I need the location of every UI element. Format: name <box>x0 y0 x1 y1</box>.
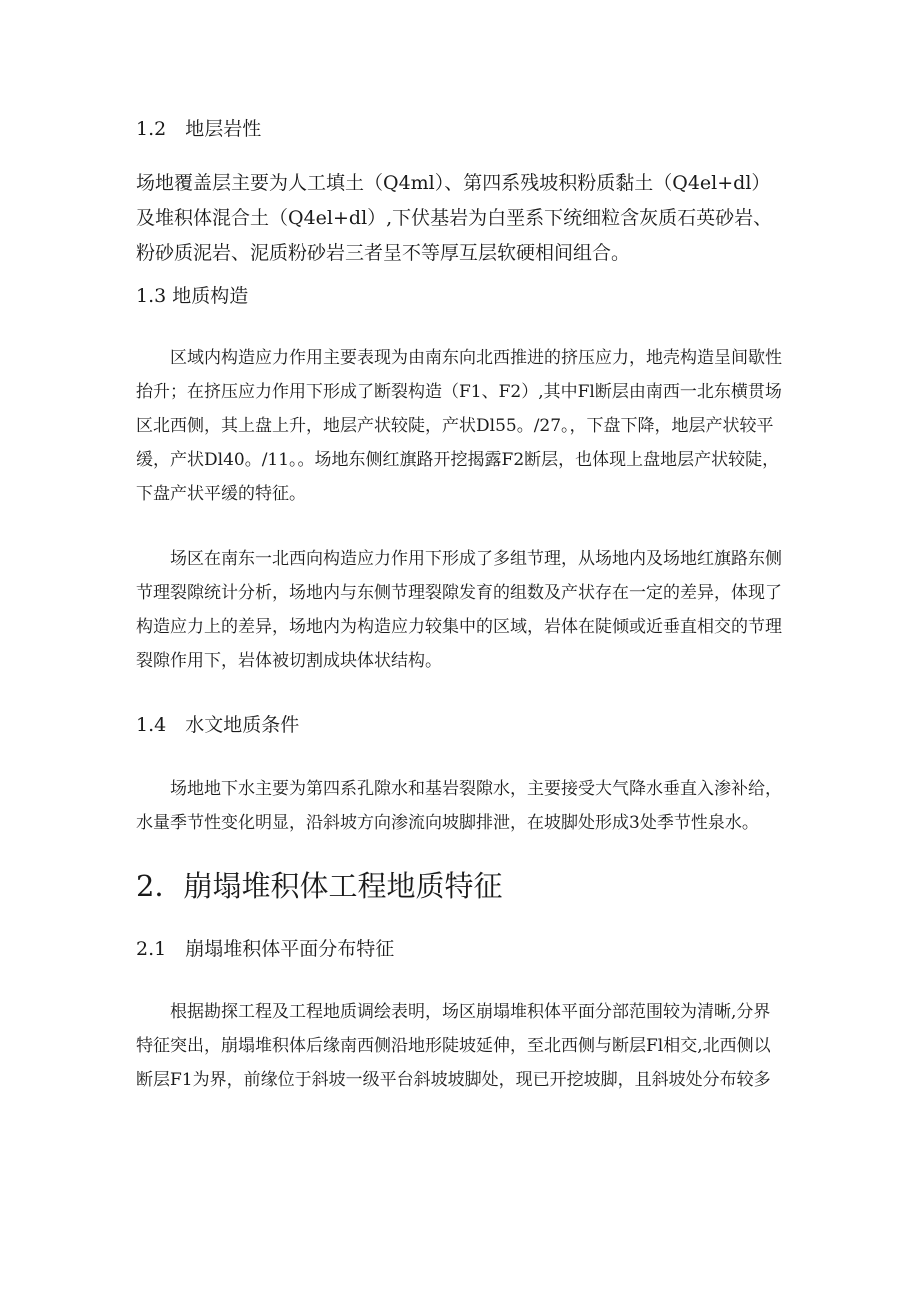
text-line: 区北西侧，其上盘上升，地层产状较陡，产状Dl55。/27。，下盘下降，地层产状较平 <box>136 416 774 436</box>
text-line: 特征突出，崩塌堆积体后缘南西侧沿地形陡坡延伸，至北西侧与断层Fl相交,北西侧以 <box>136 1036 771 1056</box>
text-line: 场地覆盖层主要为人工填土（Q4ml）、第四系残坡积粉质黏土（Q4el+dl） <box>136 172 771 194</box>
text-line: 及堆积体混合土（Q4el+dl）,下伏基岩为白垩系下统细粒含灰质石英砂岩、 <box>136 207 773 229</box>
chapter-heading-2: 2．崩塌堆积体工程地质特征 <box>136 869 503 903</box>
paragraph-distribution <box>136 995 771 1097</box>
paragraph-geological-structure-1 <box>136 341 782 511</box>
paragraph-hydrogeology <box>136 772 782 840</box>
text-line: 粉砂质泥岩、泥质粉砂岩三者呈不等厚互层软硬相间组合。 <box>136 242 631 264</box>
paragraph-geological-structure-2 <box>136 542 782 678</box>
text-line: 下盘产状平缓的特征。 <box>136 484 306 504</box>
text-line: 抬升；在挤压应力作用下形成了断裂构造（F1、F2）,其中Fl断层由南西一北东横贯场 <box>136 382 782 402</box>
text-line: 场区在南东一北西向构造应力作用下形成了多组节理，从场地内及场地红旗路东侧 <box>136 549 782 569</box>
section-heading-2-1: 2.1 崩塌堆积体平面分布特征 <box>136 938 395 960</box>
text-line: 水量季节性变化明显，沿斜坡方向渗流向坡脚排泄，在坡脚处形成3处季节性泉水。 <box>136 813 759 833</box>
text-line: 缓，产状Dl40。/11。。场地东侧红旗路开挖揭露F2断层，也体现上盘地层产状较陡， <box>136 450 780 470</box>
text-line: 场地地下水主要为第四系孔隙水和基岩裂隙水，主要接受大气降水垂直入渗补给， <box>136 779 782 799</box>
text-line: 裂隙作用下，岩体被切割成块体状结构。 <box>136 651 442 671</box>
paragraph-stratum-lithology <box>136 166 772 271</box>
section-heading-1-3: 1.3 地质构造 <box>136 285 249 307</box>
section-heading-1-2: 1.2 地层岩性 <box>136 118 262 140</box>
section-heading-1-4: 1.4 水文地质条件 <box>136 714 300 736</box>
text-line: 根据勘探工程及工程地质调绘表明，场区崩塌堆积体平面分部范围较为清晰,分界 <box>136 1002 771 1022</box>
text-line: 节理裂隙统计分析，场地内与东侧节理裂隙发育的组数及产状存在一定的差异，体现了 <box>136 583 782 603</box>
text-line: 构造应力上的差异，场地内为构造应力较集中的区域，岩体在陡倾或近垂直相交的节理 <box>136 617 782 637</box>
text-line: 断层F1为界，前缘位于斜坡一级平台斜坡坡脚处，现已开挖坡脚，且斜坡处分布较多 <box>136 1070 771 1090</box>
text-line: 区域内构造应力作用主要表现为由南东向北西推进的挤压应力，地壳构造呈间歇性 <box>136 348 782 368</box>
